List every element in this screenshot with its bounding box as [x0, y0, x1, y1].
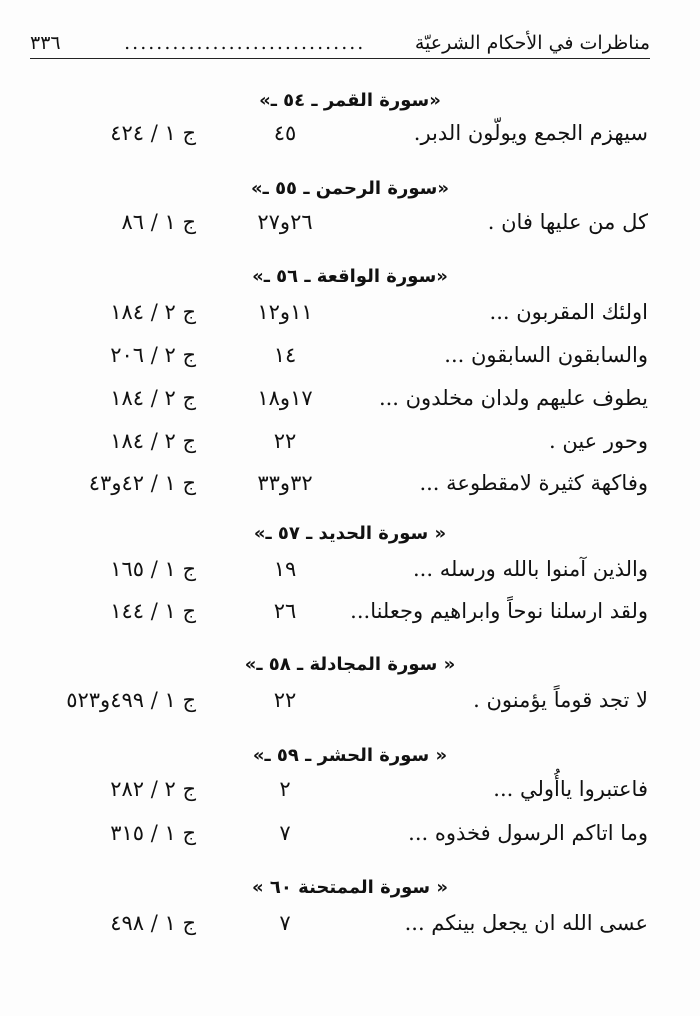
verse-text: وحور عين .: [549, 429, 648, 453]
verse-text: والذين آمنوا بالله ورسله ...: [413, 557, 648, 581]
volume-page-ref: ج ١ / ٣١٥: [110, 821, 196, 845]
surah-heading: « سورة الممتحنة ٦٠ »: [252, 877, 448, 898]
verse-row: [0, 343, 700, 379]
verse-text: عسى الله ان يجعل بينكم ...: [404, 911, 648, 935]
volume-page-ref: ج ١ / ٤٢و٤٣: [88, 471, 196, 495]
volume-page-ref: ج ٢ / ١٨٤: [110, 300, 196, 324]
verse-row: [0, 599, 700, 635]
volume-page-ref: ج ٢ / ٢٠٦: [110, 343, 196, 367]
surah-heading: « سورة المجادلة ـ ٥٨ ـ»: [244, 654, 456, 675]
verse-number: ٢٢: [273, 429, 297, 453]
surah-heading: «سورة الواقعة ـ ٥٦ ـ»: [252, 266, 448, 287]
verse-text: والسابقون السابقون ...: [444, 343, 648, 367]
surah-heading: «سورة الرحمن ـ ٥٥ ـ»: [251, 178, 449, 199]
surah-heading: « سورة الحشر ـ ٥٩ ـ»: [252, 745, 448, 766]
verse-row: [0, 210, 700, 246]
verse-row: [0, 386, 700, 422]
verse-text: ولقد ارسلنا نوحاً وابراهيم وجعلنا...: [350, 599, 648, 623]
header-leader-dots: ..............................: [124, 32, 366, 54]
volume-page-ref: ج ٢ / ١٨٤: [110, 386, 196, 410]
verse-row: [0, 300, 700, 336]
verse-number: ٧: [279, 821, 291, 845]
verse-text: سيهزم الجمع ويولّون الدبر.: [413, 121, 648, 145]
verse-row: [0, 429, 700, 465]
verse-text: وما اتاكم الرسول فخذوه ...: [408, 821, 648, 845]
volume-page-ref: ج ١ / ١٤٤: [110, 599, 196, 623]
verse-number: ٤٥: [273, 121, 297, 145]
verse-number: ٧: [279, 911, 291, 935]
surah-heading: «سورة القمر ـ ٥٤ ـ»: [259, 90, 441, 111]
verse-row: [0, 911, 700, 947]
verse-number: ٢٦: [273, 599, 297, 623]
verse-number: ٢٢: [273, 688, 297, 712]
volume-page-ref: ج ٢ / ٢٨٢: [110, 777, 196, 801]
volume-page-ref: ج ١ / ٤٩٩و٥٢٣: [66, 688, 196, 712]
book-title: مناظرات في الأحكام الشرعيّة: [414, 32, 650, 54]
verse-number: ١١و١٢: [257, 300, 313, 324]
verse-text: اولئك المقربون ...: [489, 300, 648, 324]
verse-row: [0, 121, 700, 157]
verse-row: [0, 688, 700, 724]
verse-row: [0, 471, 700, 507]
verse-row: [0, 777, 700, 813]
verse-number: ١٧و١٨: [257, 386, 313, 410]
volume-page-ref: ج ١ / ٤٩٨: [110, 911, 196, 935]
verse-text: فاعتبروا ياأُولي ...: [493, 777, 648, 801]
volume-page-ref: ج ٢ / ١٨٤: [110, 429, 196, 453]
verse-text: يطوف عليهم ولدان مخلدون ...: [378, 386, 648, 410]
verse-number: ١٤: [273, 343, 297, 367]
verse-row: [0, 821, 700, 857]
volume-page-ref: ج ١ / ٤٢٤: [110, 121, 196, 145]
verse-text: وفاكهة كثيرة لامقطوعة ...: [419, 471, 648, 495]
verse-text: لا تجد قوماً يؤمنون .: [473, 688, 648, 712]
volume-page-ref: ج ١ / ٨٦: [121, 210, 196, 234]
volume-page-ref: ج ١ / ١٦٥: [110, 557, 196, 581]
verse-number: ٢: [279, 777, 291, 801]
surah-heading: « سورة الحديد ـ ٥٧ ـ»: [253, 523, 447, 544]
verse-number: ٣٢و٣٣: [257, 471, 313, 495]
verse-number: ٢٦و٢٧: [257, 210, 313, 234]
verse-row: [0, 557, 700, 593]
verse-number: ١٩: [273, 557, 297, 581]
verse-text: كل من عليها فان .: [487, 210, 648, 234]
page-number: ٣٣٦: [30, 32, 61, 54]
